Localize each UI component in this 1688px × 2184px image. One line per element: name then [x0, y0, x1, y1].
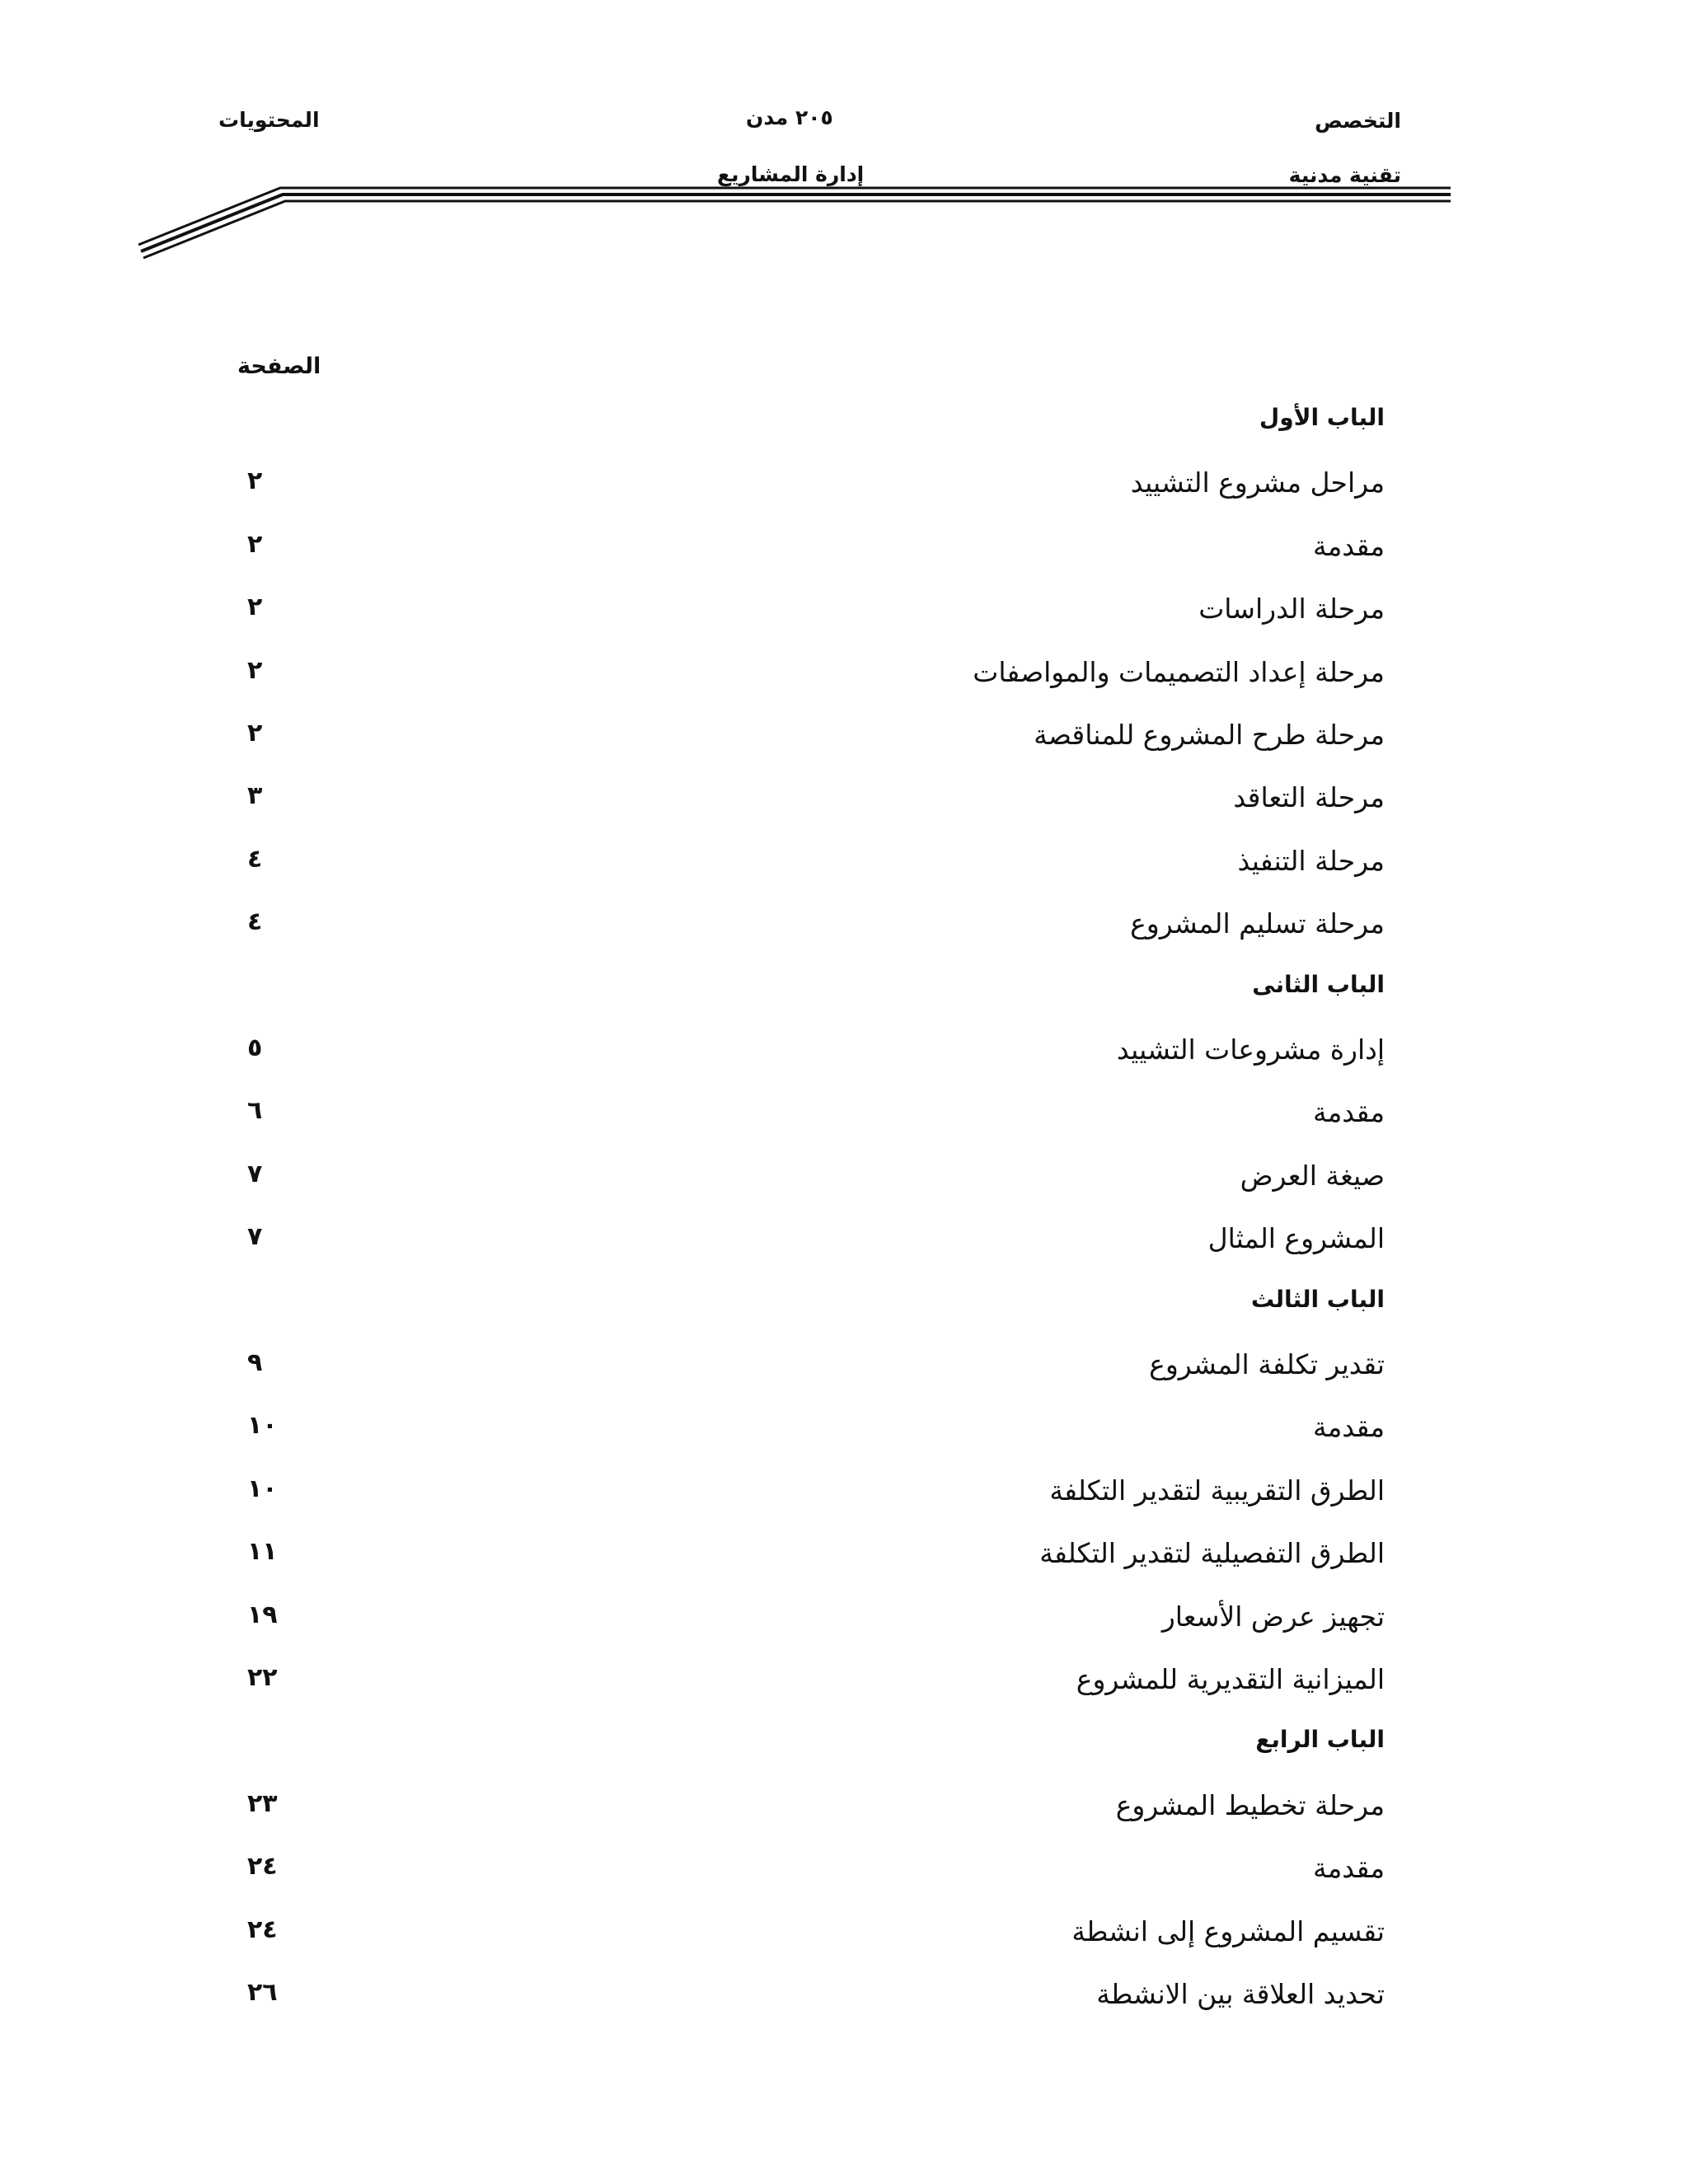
- header-specialty-label: التخصص: [1315, 109, 1401, 133]
- toc-chapter-title: الباب الرابع: [1255, 1726, 1385, 1753]
- toc-page-number: ٢: [247, 656, 263, 685]
- toc-entry: [247, 1852, 1385, 1901]
- toc-entry: [247, 466, 1385, 516]
- toc-entry-title: تجهيز عرض الأسعار: [1161, 1601, 1385, 1633]
- toc-entry-title: مقدمة: [1312, 1411, 1385, 1443]
- toc-chapter-heading: [247, 1726, 1385, 1775]
- toc-entry-title: الميزانية التقديرية للمشروع: [1076, 1663, 1385, 1695]
- toc-entry-title: تحديد العلاقة بين الانشطة: [1096, 1978, 1385, 2010]
- toc-chapter-heading: [247, 404, 1385, 453]
- toc-entry: [247, 1348, 1385, 1398]
- toc-entry-title: تقسيم المشروع إلى انشطة: [1071, 1915, 1385, 1947]
- toc-page-number: ٤: [247, 845, 263, 874]
- toc-entry: [247, 907, 1385, 957]
- toc-page-number: ٢: [247, 593, 263, 621]
- toc-entry-title: مقدمة: [1312, 1096, 1385, 1128]
- toc-page-number: ١٠: [247, 1474, 278, 1503]
- toc-entry: [247, 719, 1385, 768]
- toc-entry-title: الطرق التفصيلية لتقدير التكلفة: [1039, 1537, 1385, 1569]
- toc-entry: [247, 1537, 1385, 1586]
- toc-entry: [247, 1601, 1385, 1650]
- toc-entry-title: الطرق التقريبية لتقدير التكلفة: [1049, 1474, 1385, 1507]
- header-course-code: ٢٠٥ مدن: [746, 105, 833, 129]
- toc-entry: [247, 1222, 1385, 1272]
- toc-entry-title: مقدمة: [1312, 1852, 1385, 1884]
- toc-page-column-label: الصفحة: [237, 354, 321, 379]
- toc-page-number: ٢٢: [247, 1663, 278, 1692]
- toc-entry: [247, 530, 1385, 579]
- toc-page-number: ٤: [247, 907, 263, 936]
- toc-page-number: ٢٤: [247, 1852, 278, 1881]
- toc-page-number: ٢٦: [247, 1978, 278, 2007]
- toc-entry-title: مراحل مشروع التشييد: [1130, 466, 1385, 499]
- toc-entry: [247, 1160, 1385, 1209]
- toc-entry-title: إدارة مشروعات التشييد: [1116, 1033, 1385, 1066]
- toc-page-number: ١١: [247, 1537, 278, 1566]
- toc-entry: [247, 1978, 1385, 2027]
- toc-entry-title: مرحلة الدراسات: [1198, 593, 1385, 625]
- toc-page-number: ٢: [247, 530, 263, 559]
- toc-entry-title: مرحلة التعاقد: [1233, 781, 1385, 813]
- toc-page-number: ٧: [247, 1160, 263, 1188]
- toc-entry: [247, 781, 1385, 831]
- toc-chapter-heading: [247, 971, 1385, 1020]
- toc-entry: [247, 656, 1385, 705]
- toc-entry-title: مرحلة التنفيذ: [1237, 845, 1385, 877]
- toc-page-number: ٩: [247, 1348, 263, 1377]
- toc-entry: [247, 845, 1385, 894]
- toc-entry-title: مرحلة تسليم المشروع: [1130, 907, 1385, 940]
- toc-page-number: ٧: [247, 1222, 263, 1251]
- toc-entry-title: المشروع المثال: [1207, 1222, 1385, 1254]
- toc-page-number: ٦: [247, 1096, 263, 1125]
- toc-entry-title: تقدير تكلفة المشروع: [1149, 1348, 1385, 1380]
- header-section-title: المحتويات: [218, 108, 320, 132]
- toc-entry: [247, 1789, 1385, 1839]
- toc-chapter-title: الباب الأول: [1259, 404, 1385, 431]
- toc-entry: [247, 1096, 1385, 1146]
- toc-entry: [247, 593, 1385, 642]
- toc-page-number: ٢: [247, 719, 263, 748]
- toc-page-number: ١٠: [247, 1411, 278, 1440]
- toc-entry-title: صيغة العرض: [1240, 1160, 1385, 1192]
- toc-entry: [247, 1915, 1385, 1965]
- toc-entry: [247, 1663, 1385, 1713]
- toc-chapter-title: الباب الثانى: [1252, 971, 1385, 998]
- toc-entry-title: مرحلة تخطيط المشروع: [1115, 1789, 1385, 1821]
- toc-page-number: ٢٤: [247, 1915, 278, 1944]
- toc-page-number: ٣: [247, 781, 263, 810]
- header-course-name: إدارة المشاريع: [717, 162, 865, 186]
- toc-page-number: ٥: [247, 1033, 263, 1062]
- toc-entry-title: مرحلة طرح المشروع للمناقصة: [1034, 719, 1385, 751]
- toc-entry: [247, 1474, 1385, 1524]
- toc-page-number: ٢٣: [247, 1789, 278, 1818]
- toc-entry: [247, 1033, 1385, 1083]
- toc-entry-title: مقدمة: [1312, 530, 1385, 562]
- toc-page-number: ١٩: [247, 1601, 278, 1629]
- toc-entry: [247, 1411, 1385, 1460]
- toc-page-number: ٢: [247, 466, 263, 495]
- header-specialty-value: تقنية مدنية: [1288, 163, 1401, 187]
- toc-entry-title: مرحلة إعداد التصميمات والمواصفات: [973, 656, 1385, 688]
- toc-chapter-heading: [247, 1286, 1385, 1335]
- header-divider-rule: [0, 0, 1688, 272]
- toc-chapter-title: الباب الثالث: [1250, 1286, 1385, 1313]
